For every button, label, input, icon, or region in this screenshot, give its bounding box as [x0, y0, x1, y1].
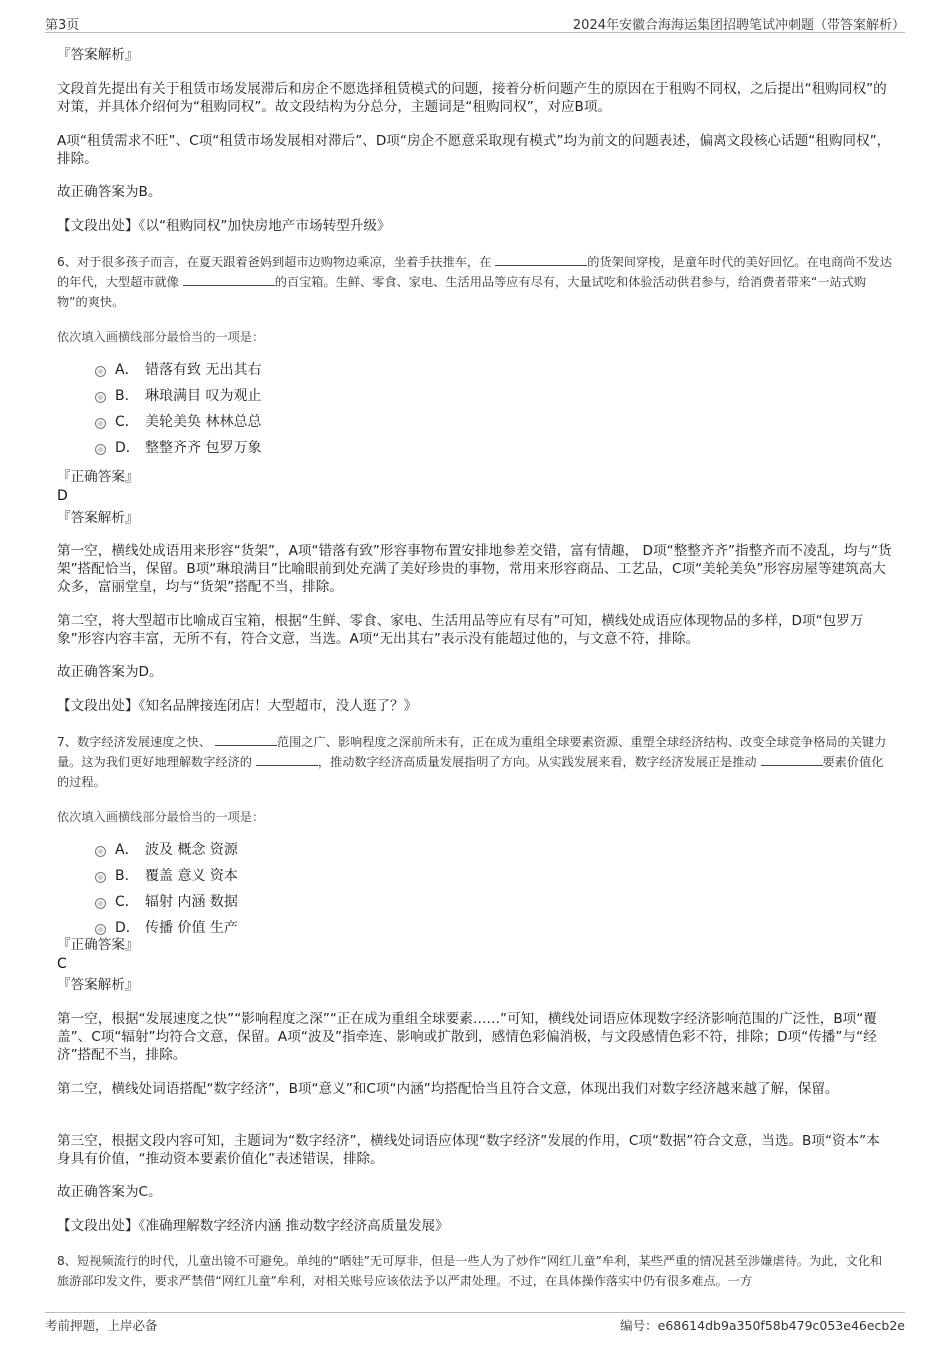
q8-question: 8、短视频流行的时代，儿童出镜不可避免。单纯的“晒娃”无可厚非，但是一些人为了炒作“网红儿童”牟利，某些严重的情况甚至涉嫌虐待。为此，文化和旅游部印发文件，要求严禁借“网红儿童”牟利，对相关账号应该依法予以严肃处理。不过，在具体操作落实中仍有很多难点。一方 — [57, 1254, 883, 1288]
q7-blank-3 — [761, 752, 823, 766]
q7-text-part-3: ，推动数字经济高质量发展指明了方向。从实践发展来看，数字经济发展正是推动 — [317, 755, 761, 769]
footer-slogan: 考前押题，上岸必备 — [45, 1318, 158, 1333]
q6-text-part-3: 的百宝箱。生鲜、零食、家电、生活用品等应有尽有，大量试吃和体验活动供君参与，给消费者带来“一站式购物”的爽快。 — [57, 275, 867, 309]
q6-text-part-1: 6、对于很多孩子而言，在夏天跟着爸妈到超市边购物边乘凉，坐着手扶推车，在 — [57, 255, 496, 269]
q7-option-b[interactable]: B． 覆盖 意义 资本 — [95, 866, 395, 886]
q6-analysis-para-1: 第一空，横线处成语用来形容“货架”，A项“错落有致”形容事物布置安排地参差交错，富有情趣， D项“整整齐齐”指整齐而不凌乱，均与“货架”搭配恰当，保留。B项“琳琅满目”比喻眼前到处充满了美好珍贵的事物，常用来形容商品、工艺品，C项“美轮美奂”形容房屋等建筑高大众多，富丽堂皇，均与“货架”搭配不当，排除。 — [57, 543, 892, 595]
q6-option-b[interactable]: B． 琳琅满目 叹为观止 — [95, 386, 395, 406]
radio-icon[interactable] — [95, 444, 106, 455]
q7-analysis-label: 『答案解析』 — [57, 977, 139, 993]
q7-blank-2 — [256, 752, 318, 766]
q6-instruction: 依次填入画横线部分最恰当的一项是： — [57, 330, 265, 344]
q6-text-part-2: 的货架间穿梭，是童年时代的美好回忆。在电商尚不发达的年代，大型超市就像 — [57, 255, 892, 289]
q6-analysis-para-2: 第二空，将大型超市比喻成百宝箱，根据“生鲜、零食、家电、生活用品等应有尽有”可知，横线处成语应体现物品的多样，D项“包罗万象”形容内容丰富，无所不有，符合文意，当选。A项“无出其右”表示没有能超过他的，与文意不符，排除。 — [57, 613, 864, 647]
q7-source: 【文段出处】《准确理解数字经济内涵 推动数字经济高质量发展》 — [57, 1218, 449, 1234]
document-title: 2024年安徽合海海运集团招聘笔试冲刺题（带答案解析） — [572, 18, 905, 33]
q7-correct-label: 『正确答案』 — [57, 937, 139, 953]
q7-option-d[interactable]: D． 传播 价值 生产 — [95, 918, 395, 938]
radio-icon[interactable] — [95, 898, 106, 909]
q6-option-a[interactable]: A． 错落有致 无出其右 — [95, 360, 395, 380]
q7-analysis-para-4: 故正确答案为C。 — [57, 1184, 162, 1200]
q6-blank-2 — [183, 272, 275, 286]
radio-icon[interactable] — [95, 366, 106, 377]
q6-correct-label: 『正确答案』 — [57, 469, 139, 485]
radio-icon[interactable] — [95, 872, 106, 883]
q6-correct-answer: D — [57, 488, 68, 504]
page-footer — [45, 1312, 905, 1335]
page-header — [45, 12, 905, 33]
q7-analysis-para-3: 第三空，根据文段内容可知，主题词为“数字经济”，横线处词语应体现“数字经济”发展的作用，C项“数据”符合文意，当选。B项“资本”本身具有价值，“推动资本要素价值化”表述错误，排除。 — [57, 1133, 880, 1167]
q5-analysis-para-2: A项“租赁需求不旺”、C项“租赁市场发展相对滞后”、D项“房企不愿意采取现有模式”均为前文的问题表述，偏离文段核心话题“租购同权”，排除。 — [57, 133, 891, 167]
q6-question — [57, 252, 893, 312]
radio-icon[interactable] — [95, 418, 106, 429]
page-number: 第3页 — [45, 18, 80, 33]
q7-text-part-1: 7、数字经济发展速度之快、 — [57, 735, 215, 749]
q6-source: 【文段出处】《知名品牌接连闭店！大型超市，没人逛了？》 — [57, 698, 418, 714]
radio-icon[interactable] — [95, 392, 106, 403]
q7-option-a[interactable]: A． 波及 概念 资源 — [95, 840, 395, 860]
radio-icon[interactable] — [95, 924, 106, 935]
q5-analysis-label: 『答案解析』 — [57, 47, 139, 63]
document-id: 编号：e68614db9a350f58b479c053e46ecb2e — [620, 1318, 905, 1333]
q6-option-d[interactable]: D． 整整齐齐 包罗万象 — [95, 438, 395, 458]
q6-analysis-para-3: 故正确答案为D。 — [57, 664, 163, 680]
radio-icon[interactable] — [95, 846, 106, 857]
q6-blank-1 — [495, 252, 587, 266]
q5-source: 【文段出处】《以“租购同权”加快房地产市场转型升级》 — [57, 218, 391, 234]
q7-correct-answer: C — [57, 956, 67, 972]
q7-analysis-para-2: 第二空，横线处词语搭配“数字经济”，B项“意义”和C项“内涵”均搭配恰当且符合文意，体现出我们对数字经济越来越了解，保留。 — [57, 1081, 839, 1097]
q6-option-c[interactable]: C． 美轮美奂 林林总总 — [95, 412, 395, 432]
q7-blank-1 — [215, 732, 277, 746]
q7-question — [57, 732, 893, 792]
q7-text-part-4: 要素价值化的过程。 — [57, 755, 884, 789]
q7-text-part-2: 范围之广、影响程度之深前所未有，正在成为重组全球要素资源、重塑全球经济结构、改变全球竞争格局的关键力量。这为我们更好地理解数字经济的 — [57, 735, 887, 769]
q6-analysis-label: 『答案解析』 — [57, 510, 139, 526]
q7-analysis-para-1: 第一空，根据“发展速度之快”“影响程度之深”“正在成为重组全球要素……”可知，横线处词语应体现数字经济影响范围的广泛性，B项“覆盖”、C项“辐射”均符合文意，保留。A项“波及”指牵连、影响或扩散到，感情色彩偏消极，与文段感情色彩不符，排除；D项“传播”与“经济”搭配不当，排除。 — [57, 1011, 877, 1063]
q5-analysis-para-3: 故正确答案为B。 — [57, 184, 162, 200]
q7-instruction: 依次填入画横线部分最恰当的一项是： — [57, 810, 265, 824]
q5-analysis-para-1: 文段首先提出有关于租赁市场发展滞后和房企不愿选择租赁模式的问题，接着分析问题产生的原因在于租购不同权，之后提出“租购同权”的对策，并具体介绍何为“租购同权”。故文段结构为分总分，主题词是“租购同权”，对应B项。 — [57, 81, 887, 115]
q7-option-c[interactable]: C． 辐射 内涵 数据 — [95, 892, 395, 912]
